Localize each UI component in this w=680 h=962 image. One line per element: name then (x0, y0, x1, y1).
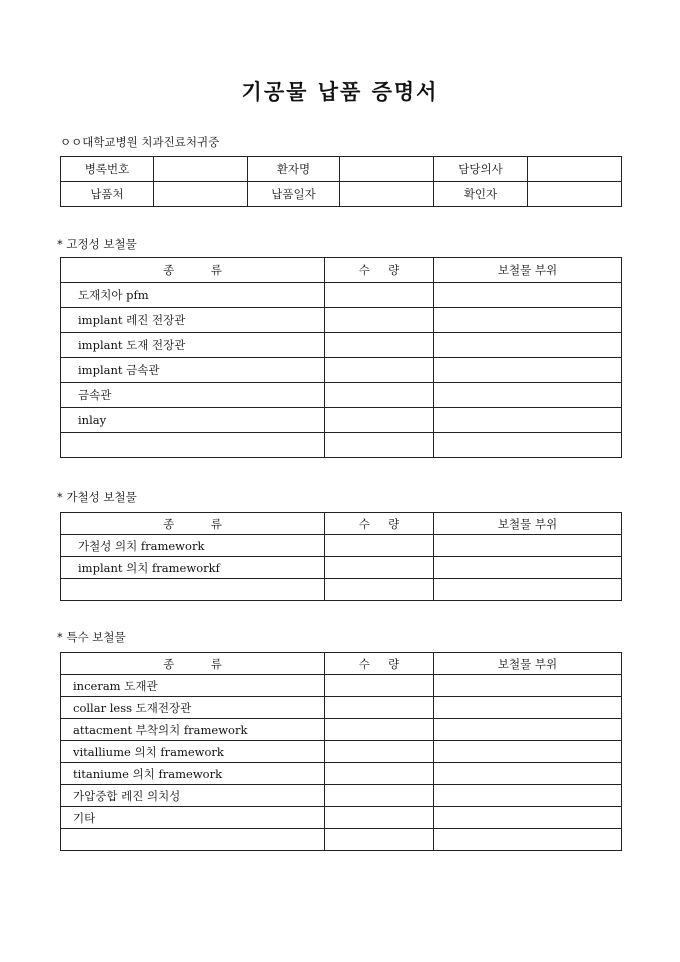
site-cell[interactable] (434, 308, 622, 333)
item-type-cell: 가압중합 레진 의치성 (61, 785, 325, 807)
site-header: 보철물 부위 (434, 653, 622, 675)
site-header: 보철물 부위 (434, 513, 622, 535)
quantity-cell[interactable] (325, 829, 434, 851)
doctor-label: 담당의사 (434, 157, 528, 182)
table-row (61, 408, 622, 433)
confirmer-field[interactable] (528, 182, 622, 207)
patient-number-label: 병록번호 (61, 157, 154, 182)
site-cell[interactable] (434, 579, 622, 601)
site-cell[interactable] (434, 333, 622, 358)
site-cell[interactable] (434, 535, 622, 557)
table-row (61, 807, 622, 829)
fixed-section-title: * 고정성 보철물 (57, 237, 137, 251)
special-prosthesis-table (60, 652, 622, 851)
item-type-cell: implant 레진 전장관 (61, 308, 325, 333)
quantity-cell[interactable] (325, 535, 434, 557)
delivery-date-field[interactable] (340, 182, 434, 207)
hospital-line: ㅇㅇ대학교병원 치과진료처귀중 (60, 135, 220, 149)
table-row (61, 829, 622, 851)
removable-section-title: * 가철성 보철물 (57, 490, 137, 504)
table-row (61, 433, 622, 458)
site-cell[interactable] (434, 719, 622, 741)
table-row (61, 675, 622, 697)
quantity-header: 수 량 (325, 513, 434, 535)
site-cell[interactable] (434, 763, 622, 785)
item-type-cell (61, 433, 325, 458)
quantity-header: 수 량 (325, 653, 434, 675)
fixed-prosthesis-table (60, 257, 622, 458)
site-cell[interactable] (434, 741, 622, 763)
patient-number-field[interactable] (154, 157, 248, 182)
site-cell[interactable] (434, 697, 622, 719)
site-cell[interactable] (434, 383, 622, 408)
table-row (61, 763, 622, 785)
quantity-cell[interactable] (325, 719, 434, 741)
quantity-cell[interactable] (325, 433, 434, 458)
quantity-cell[interactable] (325, 697, 434, 719)
type-header: 종 류 (61, 513, 325, 535)
site-cell[interactable] (434, 433, 622, 458)
site-cell[interactable] (434, 785, 622, 807)
delivery-date-label: 납품일자 (248, 182, 340, 207)
item-type-cell: 금속관 (61, 383, 325, 408)
table-row (61, 283, 622, 308)
table-row (61, 333, 622, 358)
table-row (61, 719, 622, 741)
site-cell[interactable] (434, 358, 622, 383)
quantity-cell[interactable] (325, 763, 434, 785)
table-row (61, 741, 622, 763)
quantity-cell[interactable] (325, 557, 434, 579)
quantity-cell[interactable] (325, 807, 434, 829)
table-row (61, 579, 622, 601)
patient-name-field[interactable] (340, 157, 434, 182)
site-cell[interactable] (434, 829, 622, 851)
quantity-cell[interactable] (325, 358, 434, 383)
table-row (61, 697, 622, 719)
type-header: 종 류 (61, 258, 325, 283)
item-type-cell: collar less 도재전장관 (61, 697, 325, 719)
quantity-cell[interactable] (325, 785, 434, 807)
type-header: 종 류 (61, 653, 325, 675)
special-rows (61, 675, 622, 851)
quantity-cell[interactable] (325, 675, 434, 697)
site-cell[interactable] (434, 408, 622, 433)
removable-prosthesis-table (60, 512, 622, 601)
site-cell[interactable] (434, 807, 622, 829)
item-type-cell: attacment 부착의치 framework (61, 719, 325, 741)
supplier-field[interactable] (154, 182, 248, 207)
special-section-title: * 특수 보철물 (57, 630, 126, 644)
quantity-header: 수 량 (325, 258, 434, 283)
item-type-cell: 도재치아 pfm (61, 283, 325, 308)
quantity-cell[interactable] (325, 333, 434, 358)
patient-name-label: 환자명 (248, 157, 340, 182)
site-cell[interactable] (434, 283, 622, 308)
quantity-cell[interactable] (325, 283, 434, 308)
quantity-cell[interactable] (325, 308, 434, 333)
fixed-rows (61, 283, 622, 458)
table-row (61, 358, 622, 383)
site-cell[interactable] (434, 557, 622, 579)
item-type-cell: implant 금속관 (61, 358, 325, 383)
item-type-cell: implant 의치 frameworkf (61, 557, 325, 579)
item-type-cell: vitalliume 의치 framework (61, 741, 325, 763)
table-row (61, 785, 622, 807)
table-row (61, 383, 622, 408)
document-title: 기공물 납품 증명서 (241, 80, 439, 104)
site-cell[interactable] (434, 675, 622, 697)
supplier-label: 납품처 (61, 182, 154, 207)
quantity-cell[interactable] (325, 383, 434, 408)
quantity-cell[interactable] (325, 408, 434, 433)
item-type-cell (61, 579, 325, 601)
site-header: 보철물 부위 (434, 258, 622, 283)
removable-rows (61, 535, 622, 601)
item-type-cell: inceram 도재관 (61, 675, 325, 697)
item-type-cell: 가철성 의치 framework (61, 535, 325, 557)
table-row (61, 535, 622, 557)
confirmer-label: 확인자 (434, 182, 528, 207)
quantity-cell[interactable] (325, 579, 434, 601)
item-type-cell (61, 829, 325, 851)
doctor-field[interactable] (528, 157, 622, 182)
patient-info-table (60, 156, 622, 207)
item-type-cell: inlay (61, 408, 325, 433)
quantity-cell[interactable] (325, 741, 434, 763)
item-type-cell: titaniume 의치 framework (61, 763, 325, 785)
item-type-cell: 기타 (61, 807, 325, 829)
table-row (61, 557, 622, 579)
table-row (61, 308, 622, 333)
item-type-cell: implant 도재 전장관 (61, 333, 325, 358)
